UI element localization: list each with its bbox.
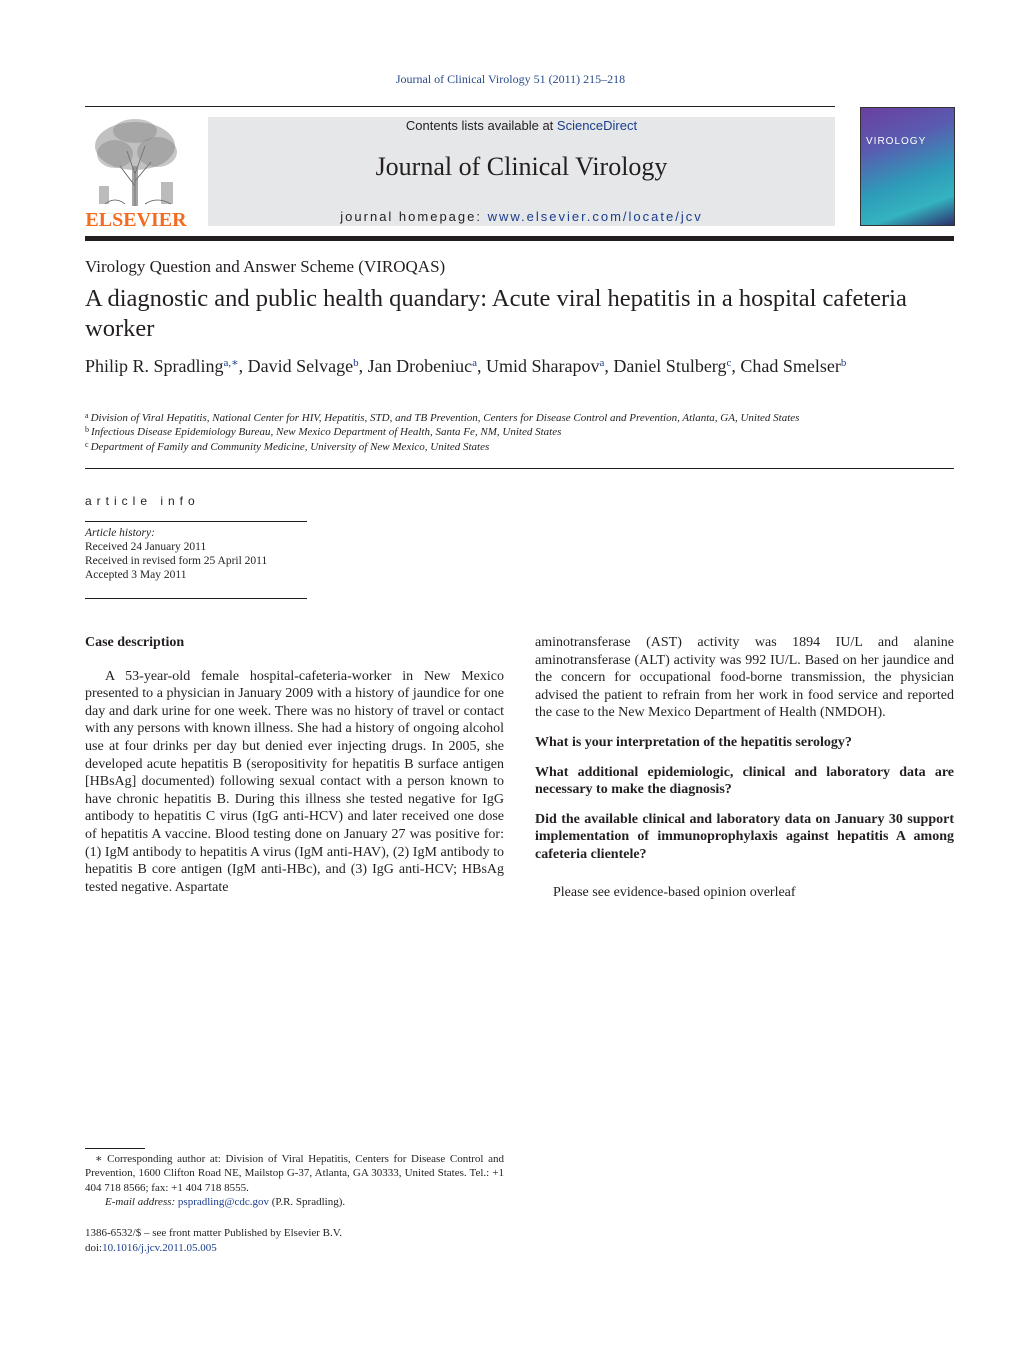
corresponding-author-note: ∗ Corresponding author at: Division of Viral Hepatitis, Centers for Disease Control and Prevention, 1600 Clifton Road NE, Mailstop G-37, Atlanta, GA 30333, United States. Tel.: +1 404 718 8566; fax: +1 404 718 8555. bbox=[85, 1153, 504, 1194]
affiliation-rule bbox=[85, 468, 954, 469]
author-name: Chad Smelser bbox=[740, 356, 841, 376]
affiliation bbox=[85, 425, 561, 438]
question-3: Did the available clinical and laboratory data on January 30 support implementation of immunoprophylaxis against hepatitis A among cafeteria clientele? bbox=[535, 811, 954, 862]
header-rule bbox=[85, 106, 835, 107]
footnote bbox=[85, 1152, 504, 1210]
header-thick-rule bbox=[85, 236, 954, 241]
history-received: Received 24 January 2011 bbox=[85, 541, 207, 553]
author-list: Philip R. Spradling$^{a,∗}$, David Selvage$^b$, Jan Drobeniuc$^a$, Umid Sharapov$^a$, Daniel Stulberg$^c$, Chad Smelser$^b$ bbox=[85, 356, 847, 376]
journal-title: Journal of Clinical Virology bbox=[375, 152, 668, 181]
affiliation-mark: c bbox=[85, 440, 89, 449]
author-name: Jan Drobeniuc bbox=[367, 356, 473, 376]
author-affiliation-mark[interactable]: b bbox=[353, 357, 359, 369]
elsevier-wordmark: ELSEVIER bbox=[85, 209, 187, 231]
affiliation-text: Division of Viral Hepatitis, National Center for HIV, Hepatitis, STD, and TB Prevention, Centers for Disease Control and Prevention, Atlanta, GA, United States bbox=[90, 412, 800, 424]
case-description-continued: aminotransferase (AST) activity was 1894 IU/L and alanine aminotransferase (ALT) activity was 992 IU/L. Based on her jaundice and the concern for occupational food-borne transmission, the physician advised the patient to refrain from her work in food service and reported the case to the New Mexico Department of Health (NMDOH). bbox=[535, 635, 954, 721]
email-link[interactable]: pspradling@cdc.gov bbox=[177, 1196, 270, 1209]
cover-title: VIROLOGY bbox=[866, 136, 927, 147]
right-column bbox=[535, 634, 954, 901]
doi-link[interactable]: 10.1016/j.jcv.2011.05.005 bbox=[102, 1242, 217, 1254]
email-line bbox=[85, 1195, 504, 1209]
email-suffix: (P.R. Spradling). bbox=[269, 1196, 346, 1209]
author-affiliation-mark[interactable]: a bbox=[599, 357, 605, 369]
affiliation-text: Infectious Disease Epidemiology Bureau, New Mexico Department of Health, Santa Fe, NM, United States bbox=[91, 426, 562, 438]
article-history bbox=[85, 526, 267, 582]
see-overleaf-note: Please see evidence-based opinion overleaf bbox=[553, 884, 796, 900]
question-2: What additional epidemiologic, clinical and laboratory data are necessary to make the diagnosis? bbox=[535, 764, 954, 798]
article-info-rule bbox=[85, 598, 307, 599]
author-name: Umid Sharapov bbox=[485, 356, 600, 376]
affiliation-mark: b bbox=[85, 425, 89, 434]
question-1: What is your interpretation of the hepatitis serology? bbox=[535, 734, 852, 750]
affiliation-mark: a bbox=[85, 411, 89, 420]
case-description-paragraph: A 53-year-old female hospital-cafeteria-worker in New Mexico presented to a physician in January 2009 with a history of jaundice for one day and dark urine for one week. There was no history of travel or contact with any persons with known illness. She had a history of ongoing alcohol use at four drinks per day but denied ever injecting drugs. In 2005, she developed acute hepatitis B (seropositivity for hepatitis B surface antigen [HBsAg] documented) following sexual contact with a person known to have chronic hepatitis B. During this illness she tested negative for IgG antibody to hepatitis C virus (IgG anti-HCV) and later received one dose of hepatitis A vaccine. Blood testing done on January 27 was positive for: (1) IgM antibody to hepatitis A virus (IgM anti-HAV), (2) IgM antibody to hepatitis B core antigen (IgM anti-HBc), and (3) IgG anti-HCV; HBsAg tested negative. Aspartate bbox=[85, 668, 504, 895]
contents-line bbox=[208, 118, 835, 133]
article-info-rule bbox=[85, 521, 307, 522]
author-affiliation-mark[interactable]: c bbox=[726, 357, 732, 369]
email-label: E-mail address: bbox=[105, 1196, 178, 1209]
doi-line bbox=[85, 1241, 342, 1256]
tree-icon bbox=[85, 116, 187, 208]
homepage-link[interactable]: www.elsevier.com/locate/jcv bbox=[487, 209, 703, 224]
history-label: Article history: bbox=[85, 527, 155, 539]
affiliation bbox=[85, 411, 799, 424]
journal-citation[interactable]: Journal of Clinical Virology 51 (2011) 215–218 bbox=[395, 72, 626, 86]
journal-cover-thumbnail[interactable] bbox=[860, 107, 955, 226]
case-description-heading: Case description bbox=[85, 635, 185, 650]
article-info-heading: article info bbox=[85, 494, 200, 508]
history-accepted: Accepted 3 May 2011 bbox=[85, 569, 187, 581]
author-name: Daniel Stulberg bbox=[613, 356, 727, 376]
affiliation bbox=[85, 440, 489, 453]
author-affiliation-mark[interactable]: a bbox=[472, 357, 477, 369]
author-affiliation-mark[interactable]: a,∗ bbox=[223, 357, 239, 369]
contents-prefix: Contents lists available at bbox=[405, 118, 557, 133]
issn-line: 1386-6532/$ – see front matter Published by Elsevier B.V. bbox=[85, 1227, 343, 1239]
left-column bbox=[85, 634, 504, 896]
affiliation-text: Department of Family and Community Medicine, University of New Mexico, United States bbox=[90, 441, 490, 453]
author-name: David Selvage bbox=[247, 356, 354, 376]
author-affiliation-mark[interactable]: b bbox=[840, 357, 847, 369]
homepage-line bbox=[208, 209, 835, 224]
sciencedirect-link[interactable]: ScienceDirect bbox=[556, 118, 638, 133]
history-revised: Received in revised form 25 April 2011 bbox=[85, 555, 268, 567]
article-title: A diagnostic and public health quandary: Acute viral hepatitis in a hospital cafeteria worker bbox=[85, 285, 907, 342]
footnote-rule bbox=[85, 1148, 145, 1149]
section-label: Virology Question and Answer Scheme (VIROQAS) bbox=[85, 257, 446, 276]
doi-prefix: doi: bbox=[85, 1242, 103, 1254]
author-name: Philip R. Spradling bbox=[85, 356, 224, 376]
issn-block bbox=[85, 1226, 342, 1256]
homepage-prefix: journal homepage: bbox=[340, 209, 488, 224]
